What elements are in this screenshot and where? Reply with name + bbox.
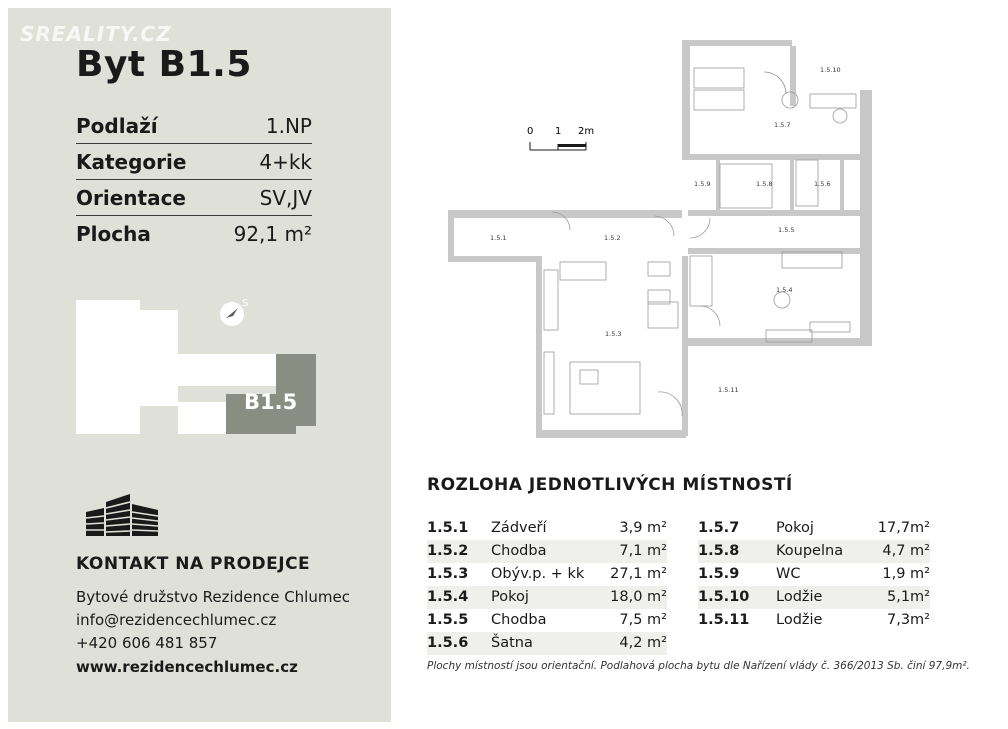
room-area: 4,7 m² xyxy=(882,543,930,559)
wall xyxy=(688,248,860,254)
room-number: 1.5.6 xyxy=(427,635,469,651)
table-row xyxy=(427,609,667,632)
wall xyxy=(790,154,794,210)
param-label: Kategorie xyxy=(76,150,187,174)
key-plan-block xyxy=(76,386,140,434)
wall xyxy=(688,154,860,160)
compass-icon xyxy=(218,296,250,328)
key-plan-block xyxy=(140,310,178,406)
room-area: 4,2 m² xyxy=(619,635,667,651)
room-name: Chodba xyxy=(491,612,547,628)
wall xyxy=(448,210,454,262)
contact-phone[interactable]: +420 606 481 857 xyxy=(76,634,218,652)
table-row xyxy=(427,563,667,586)
building-logo-icon xyxy=(82,490,162,538)
room-area: 27,1 m² xyxy=(610,566,667,582)
wall xyxy=(682,40,690,160)
room-name: Chodba xyxy=(491,543,547,559)
room-area: 5,1m² xyxy=(887,589,930,605)
left-panel xyxy=(8,8,391,722)
room-number: 1.5.8 xyxy=(698,543,740,559)
room-label: 1.5.4 xyxy=(776,286,793,294)
room-name: Zádveří xyxy=(491,520,547,536)
wall xyxy=(682,40,792,46)
contact-company: Bytové družstvo Rezidence Chlumec xyxy=(76,588,350,606)
room-number: 1.5.11 xyxy=(698,612,750,628)
room-number: 1.5.9 xyxy=(698,566,740,582)
room-label: 1.5.7 xyxy=(774,121,791,129)
table-row xyxy=(698,563,930,586)
room-name: Šatna xyxy=(491,635,533,651)
wall xyxy=(536,256,542,438)
contact-email[interactable]: info@rezidencechlumec.cz xyxy=(76,611,277,629)
room-name: Pokoj xyxy=(776,520,814,536)
scale-label: 1 xyxy=(555,126,562,137)
watermark: SREALITY.CZ xyxy=(20,22,172,46)
room-label: 1.5.10 xyxy=(820,66,841,74)
room-label: 1.5.9 xyxy=(694,180,711,188)
table-row xyxy=(698,586,930,609)
wall xyxy=(448,256,540,262)
param-row-floor xyxy=(76,108,312,144)
wall xyxy=(860,90,872,346)
scale-label: 0 xyxy=(527,126,534,137)
room-number: 1.5.4 xyxy=(427,589,469,605)
room-area: 7,1 m² xyxy=(619,543,667,559)
room-area: 18,0 m² xyxy=(610,589,667,605)
rooms-heading: ROZLOHA JEDNOTLIVÝCH MÍSTNOSTÍ xyxy=(427,475,793,495)
room-name: Pokoj xyxy=(491,589,529,605)
room-number: 1.5.1 xyxy=(427,520,469,536)
param-value: 4+kk xyxy=(259,150,312,174)
room-area: 7,5 m² xyxy=(619,612,667,628)
room-label: 1.5.6 xyxy=(814,180,831,188)
param-label: Plocha xyxy=(76,222,151,246)
room-number: 1.5.10 xyxy=(698,589,750,605)
param-row-category xyxy=(76,144,312,180)
wall xyxy=(536,430,686,438)
room-area: 3,9 m² xyxy=(619,520,667,536)
room-number: 1.5.3 xyxy=(427,566,469,582)
param-value: SV,JV xyxy=(259,186,312,210)
building-key-plan xyxy=(76,298,326,438)
contact-website[interactable]: www.rezidencechlumec.cz xyxy=(76,658,298,676)
param-label: Podlaží xyxy=(76,114,158,138)
room-label: 1.5.11 xyxy=(718,386,739,394)
scale-label: 2m xyxy=(578,126,595,137)
floor-plan xyxy=(420,30,890,450)
room-area: 17,7m² xyxy=(877,520,930,536)
room-label: 1.5.2 xyxy=(604,234,621,242)
walls xyxy=(448,40,872,438)
table-row xyxy=(427,586,667,609)
table-row xyxy=(427,517,667,540)
apartment-params xyxy=(76,108,312,252)
wall xyxy=(716,154,720,210)
room-number: 1.5.5 xyxy=(427,612,469,628)
param-value: 92,1 m² xyxy=(233,222,312,246)
room-number: 1.5.2 xyxy=(427,543,469,559)
wall xyxy=(448,210,682,218)
room-label: 1.5.5 xyxy=(778,226,795,234)
table-row xyxy=(698,517,930,540)
key-plan-block xyxy=(178,354,276,386)
wall xyxy=(790,46,796,106)
room-label: 1.5.3 xyxy=(605,330,622,338)
scale-bar xyxy=(527,126,594,150)
room-label: 1.5.1 xyxy=(490,234,507,242)
param-value: 1.NP xyxy=(265,114,312,138)
param-row-area xyxy=(76,216,312,252)
param-label: Orientace xyxy=(76,186,186,210)
table-row xyxy=(427,632,667,655)
furniture xyxy=(544,68,856,416)
room-number: 1.5.7 xyxy=(698,520,740,536)
page-title: Byt B1.5 xyxy=(76,44,252,85)
key-plan-block xyxy=(76,348,140,386)
key-plan-block xyxy=(76,300,140,348)
rooms-table-right xyxy=(698,517,930,632)
wall xyxy=(688,210,860,216)
key-plan-highlight-label: B1.5 xyxy=(244,390,298,414)
room-name: Lodžie xyxy=(776,612,823,628)
room-area: 1,9 m² xyxy=(882,566,930,582)
room-label: 1.5.8 xyxy=(756,180,773,188)
room-name: Obýv.p. + kk xyxy=(491,566,585,582)
table-row xyxy=(698,540,930,563)
contact-heading: KONTAKT NA PRODEJCE xyxy=(76,554,311,574)
room-name: WC xyxy=(776,566,801,582)
rooms-table-left xyxy=(427,517,667,655)
wall xyxy=(840,154,844,210)
param-row-orientation xyxy=(76,180,312,216)
room-name: Koupelna xyxy=(776,543,844,559)
room-name: Lodžie xyxy=(776,589,823,605)
table-row xyxy=(698,609,930,632)
svg-text:S: S xyxy=(242,298,249,309)
footnote: Plochy místností jsou orientační. Podlahová plocha bytu dle Nařízení vlády č. 366/2013 Sb. činí 97,9m². xyxy=(427,660,970,672)
room-area: 7,3m² xyxy=(887,612,930,628)
table-row xyxy=(427,540,667,563)
